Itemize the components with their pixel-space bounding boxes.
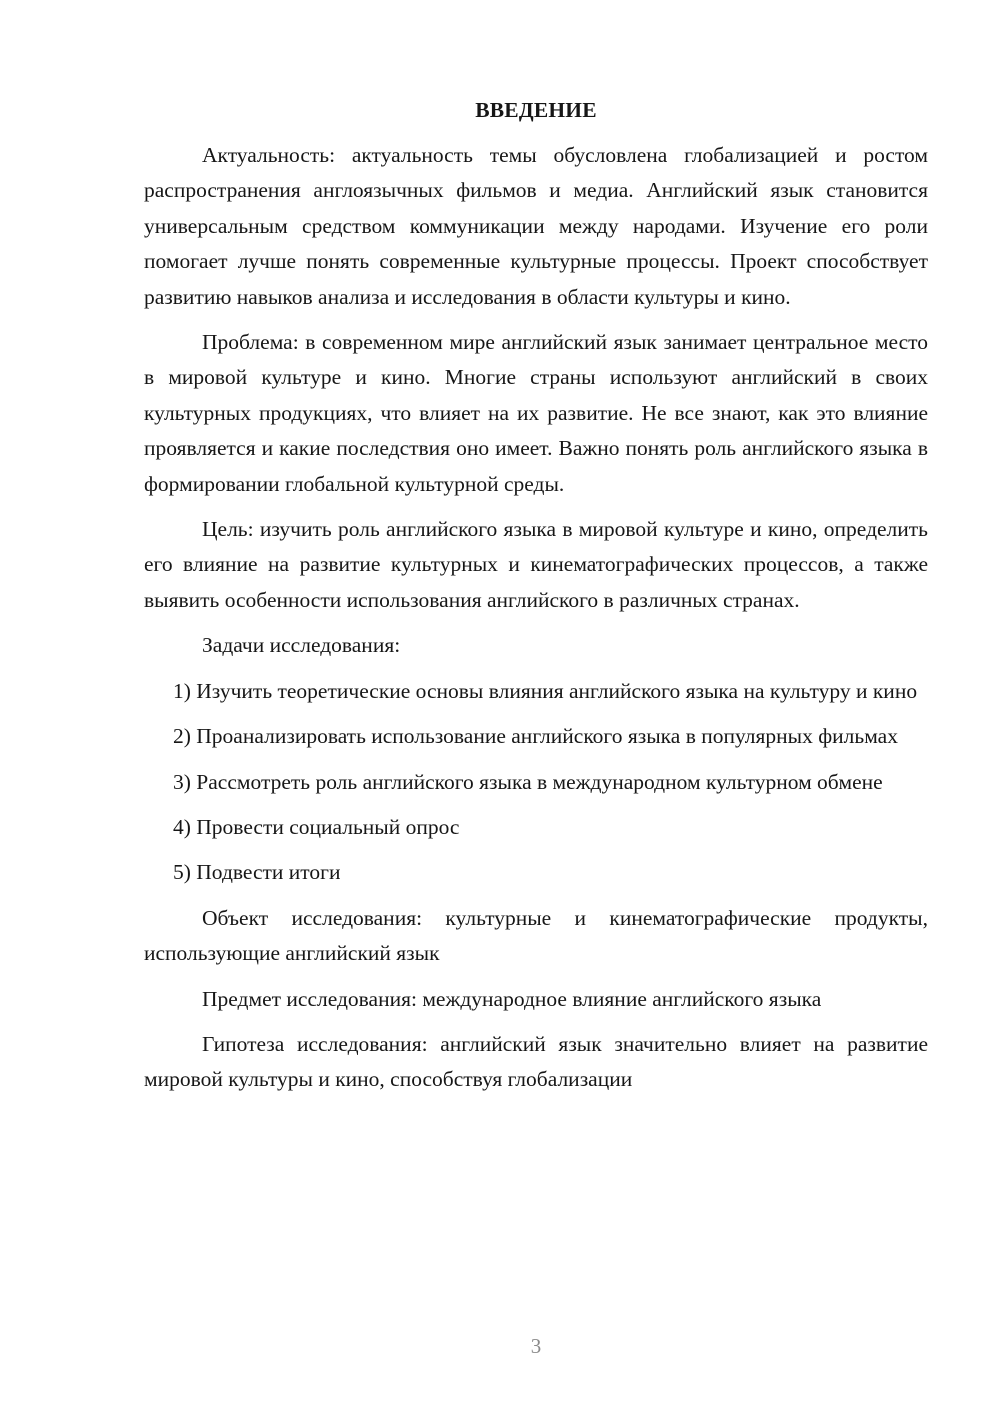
task-item-5: 5) Подвести итоги — [173, 860, 341, 885]
relevance-paragraph: Актуальность: актуальность темы обусловлена глобализацией и ростом распространения англоязычных фильмов и медиа. Английский язык становится универсальным средством коммуникации между народами. Изучение его роли помогает лучше понять современные культурные процессы. Проект способствует развитию навыков анализа и исследования в области культуры и кино. — [144, 143, 928, 309]
task-item-4: 4) Провести социальный опрос — [173, 814, 460, 839]
task-item-3: 3) Рассмотреть роль английского языка в международном культурном обмене — [173, 769, 883, 794]
problem-paragraph: Проблема: в современном мире английский язык занимает центральное место в мировой культуре и кино. Многие страны используют английский в своих культурных продукциях, что влияет на их развитие. Не все знают, как это влияние проявляется и какие последствия оно имеет. Важно понять роль английского языка в формировании глобальной культурной среды. — [144, 330, 928, 496]
subject-paragraph: Предмет исследования: международное влияние английского языка — [202, 986, 822, 1011]
object-paragraph: Объект исследования: культурные и кинематографические продукты, использующие английский язык — [144, 905, 928, 966]
task-item-2: 2) Проанализировать использование английского языка в популярных фильмах — [173, 724, 898, 749]
section-title: ВВЕДЕНИЕ — [475, 98, 597, 122]
tasks-heading: Задачи исследования: — [202, 633, 401, 658]
hypothesis-paragraph: Гипотеза исследования: английский язык значительно влияет на развитие мировой культуры и кино, способствуя глобализации — [144, 1031, 928, 1092]
task-item-1: 1) Изучить теоретические основы влияния английского языка на культуру и кино — [173, 678, 918, 703]
page-number: 3 — [530, 1334, 542, 1358]
page-content — [144, 93, 928, 1108]
goal-paragraph: Цель: изучить роль английского языка в мировой культуре и кино, определить его влияние на развитие культурных и кинематографических процессов, а также выявить особенности использования английского в различных странах. — [144, 517, 928, 612]
